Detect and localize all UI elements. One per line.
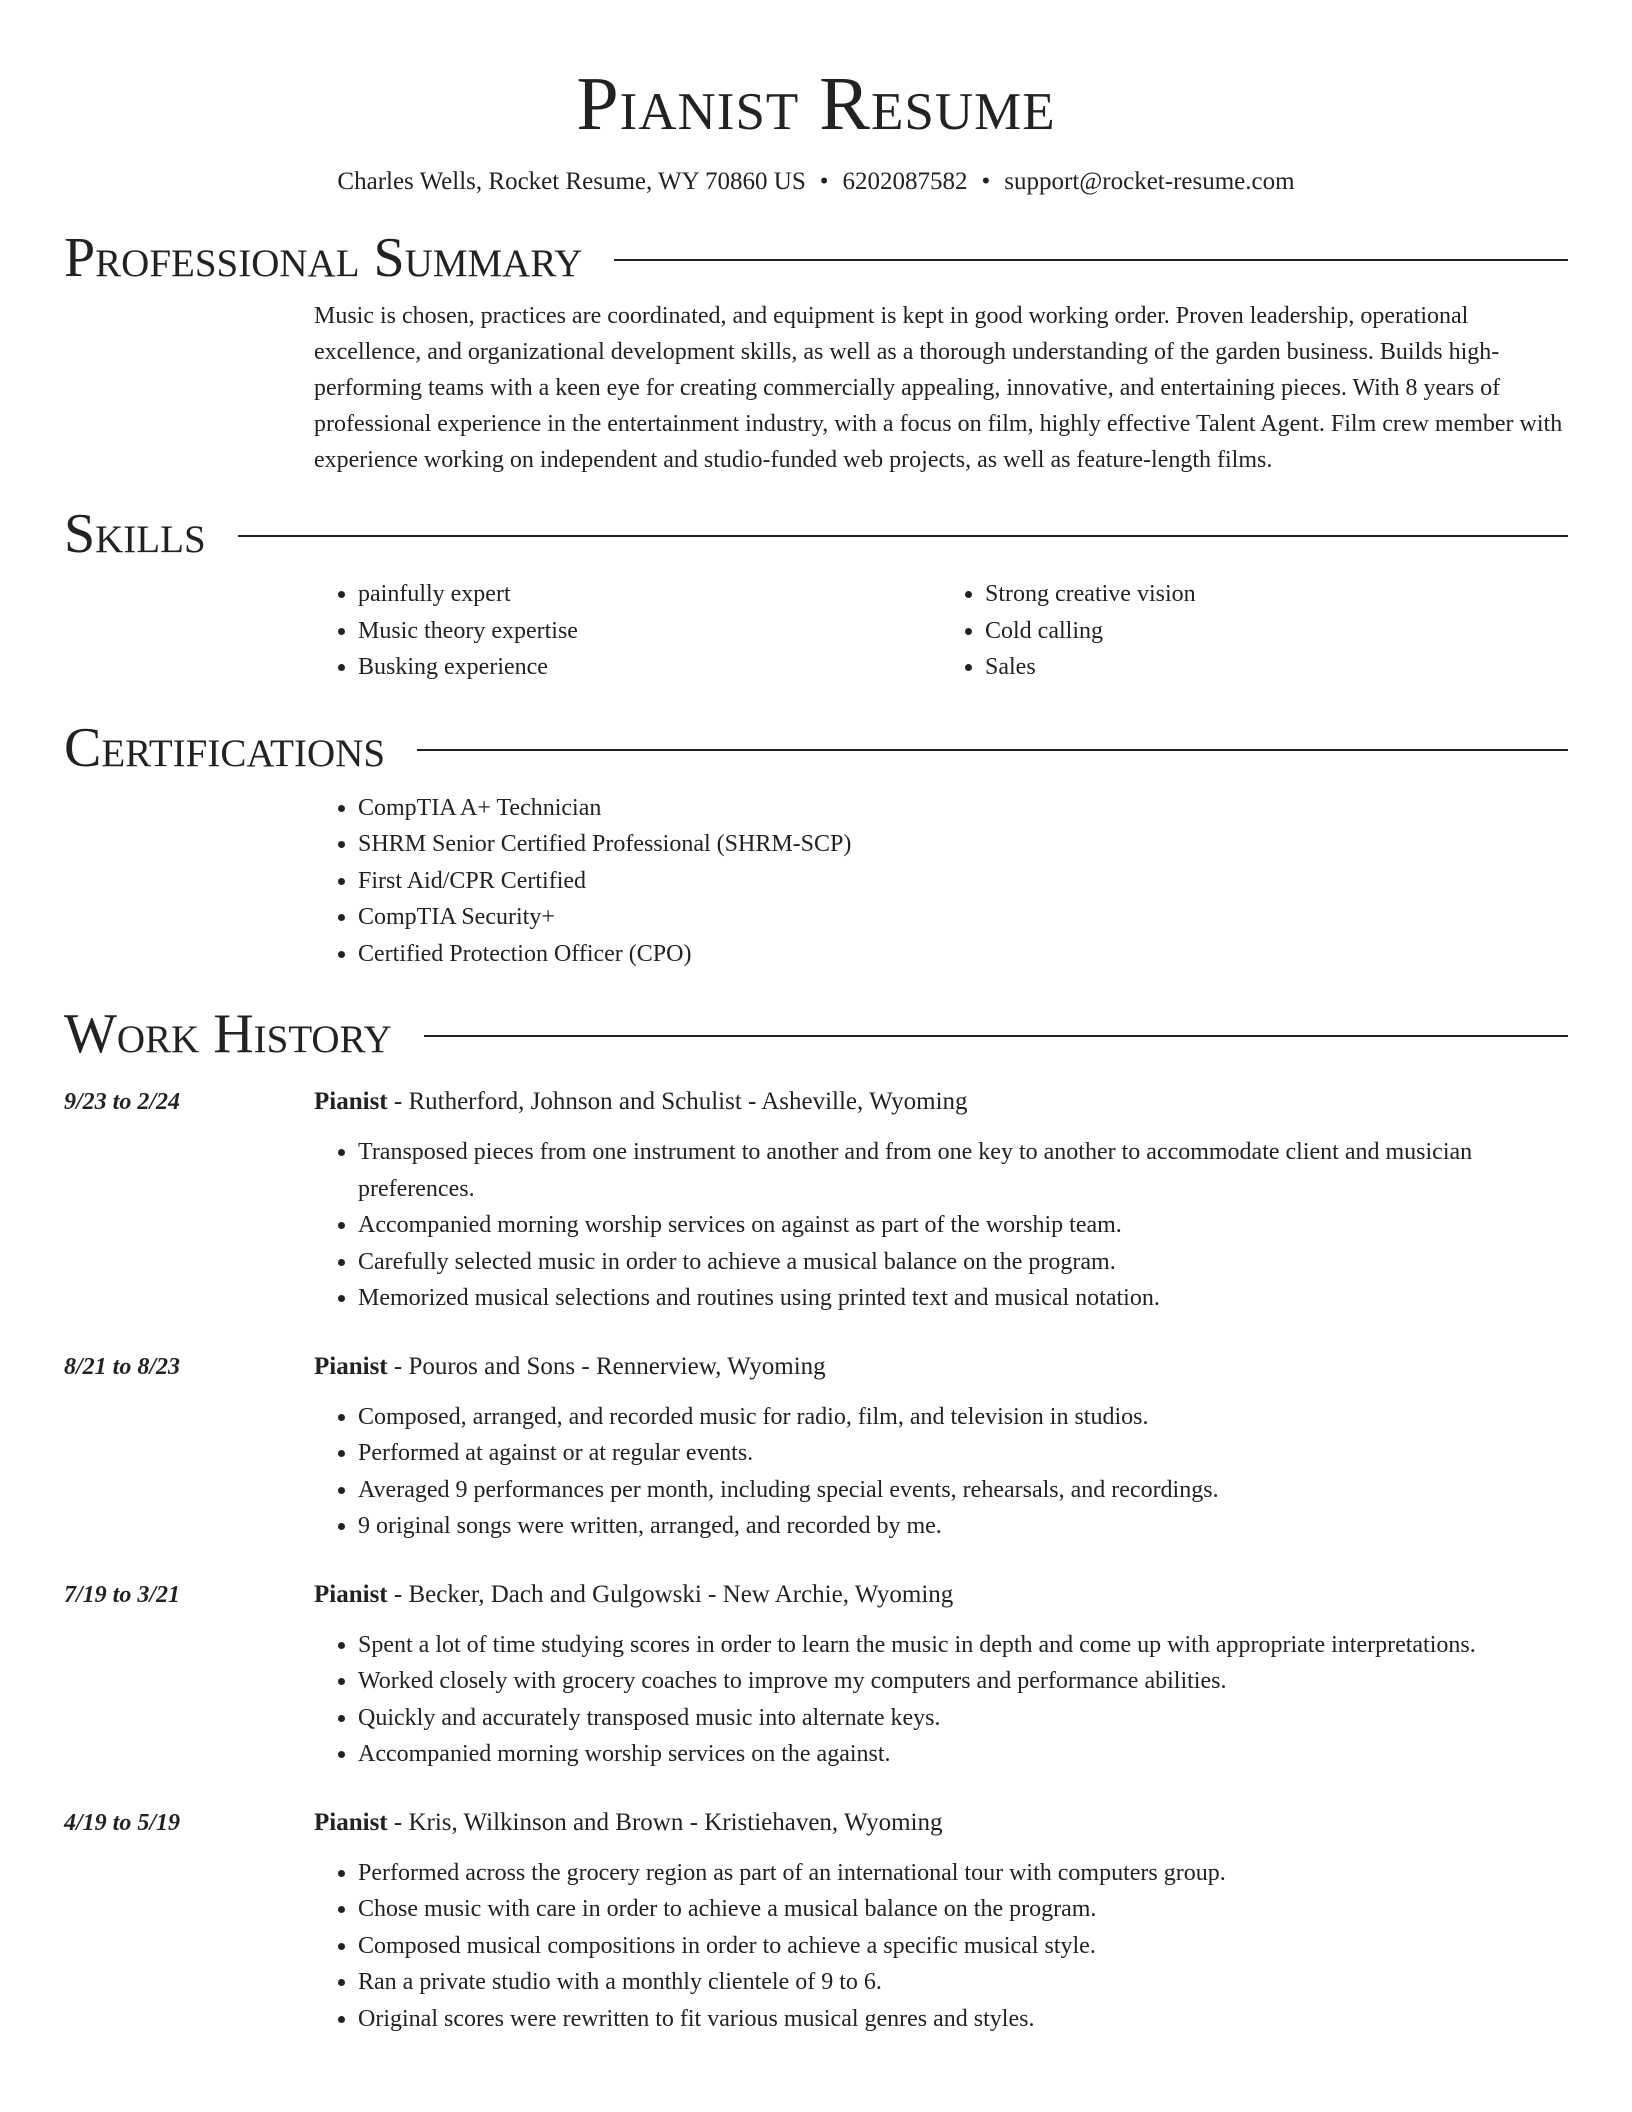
section-divider <box>614 259 1568 261</box>
job-entry <box>64 1805 1568 2038</box>
job-heading <box>314 1084 1568 1120</box>
contact-line <box>64 166 1568 198</box>
job-employer: - Becker, Dach and Gulgowski - New Archie, Wyoming <box>387 1580 954 1608</box>
job-bullet: • Spent a lot of time studying scores in order to learn the music in depth and come up with appropriate interpretations. <box>358 1627 1568 1664</box>
job-bullet: • 9 original songs were written, arranged, and recorded by me. <box>358 1508 1568 1545</box>
summary-text: Music is chosen, practices are coordinated, and equipment is kept in good working order. Proven leadership, operational excellence, and organizational development skills, as well as a thorough understanding of the garden business. Builds high-performing teams with a keen eye for creating commercially appealing, innovative, and entertaining pieces. With 8 years of professional experience in the entertainment industry, with a focus on film, highly effective Talent Agent. Film crew member with experience working on independent and studio-funded web projects, as well as feature-length films. <box>314 303 1563 473</box>
job-bullet: • Averaged 9 performances per month, including special events, rehearsals, and recordings. <box>358 1472 1568 1509</box>
certifications-heading: Certifications <box>64 716 386 779</box>
job-bullet: • Chose music with care in order to achieve a musical balance on the program. <box>358 1891 1568 1928</box>
skill-item: • Music theory expertise <box>358 613 941 650</box>
resume-page <box>64 0 1568 2037</box>
skills-column-left <box>314 576 941 686</box>
skills-section-header <box>64 502 1568 566</box>
certifications-list <box>314 790 1568 973</box>
job-bullets <box>314 1134 1568 1317</box>
job-dates: 4/19 to 5/19 <box>64 1809 181 1836</box>
job-bullet: • Accompanied morning worship services on the against. <box>358 1736 1568 1773</box>
job-bullets <box>314 1855 1568 2038</box>
certification-item: • CompTIA Security+ <box>358 899 1568 936</box>
contact-email[interactable]: support@rocket-resume.com <box>1004 168 1295 195</box>
certification-item: • CompTIA A+ Technician <box>358 790 1568 827</box>
certification-item: • Certified Protection Officer (CPO) <box>358 936 1568 973</box>
page-title: Pianist Resume <box>576 62 1056 146</box>
contact-separator: • <box>981 168 991 195</box>
job-bullet: • Quickly and accurately transposed music into alternate keys. <box>358 1700 1568 1737</box>
job-employer: - Rutherford, Johnson and Schulist - Asheville, Wyoming <box>387 1088 968 1115</box>
job-bullet: • Composed, arranged, and recorded music for radio, film, and television in studios. <box>358 1399 1568 1436</box>
summary-heading: Professional Summary <box>64 227 583 289</box>
job-bullets <box>314 1627 1568 1773</box>
job-role: Pianist <box>314 1088 388 1115</box>
skill-item: • Strong creative vision <box>985 576 1568 613</box>
job-entry <box>64 1349 1568 1545</box>
section-divider <box>417 749 1568 751</box>
work-history-section-header <box>64 1002 1568 1066</box>
section-divider <box>424 1035 1568 1037</box>
job-bullet: • Ran a private studio with a monthly clientele of 9 to 6. <box>358 1964 1568 2001</box>
certification-item: • SHRM Senior Certified Professional (SHRM-SCP) <box>358 826 1568 863</box>
certification-item: • First Aid/CPR Certified <box>358 863 1568 900</box>
job-heading <box>314 1577 1568 1613</box>
skills-heading: Skills <box>64 503 206 565</box>
summary-section-header <box>64 226 1568 290</box>
job-employer: - Kris, Wilkinson and Brown - Kristiehaven, Wyoming <box>387 1808 943 1836</box>
contact-phone: 6202087582 <box>842 168 968 195</box>
contact-separator: • <box>819 168 829 195</box>
job-bullet: • Transposed pieces from one instrument to another and from one key to another to accommodate client and musician preferences. <box>358 1134 1568 1207</box>
job-bullet: • Memorized musical selections and routines using printed text and musical notation. <box>358 1280 1568 1317</box>
job-heading <box>314 1349 1568 1385</box>
job-bullet: • Composed musical compositions in order to achieve a specific musical style. <box>358 1928 1568 1965</box>
job-bullet: • Accompanied morning worship services on against as part of the worship team. <box>358 1207 1568 1244</box>
skill-item: • Sales <box>985 649 1568 686</box>
job-role: Pianist <box>314 1580 388 1608</box>
job-role: Pianist <box>314 1808 388 1836</box>
skill-item: • Cold calling <box>985 613 1568 650</box>
job-dates: 8/21 to 8/23 <box>64 1353 181 1380</box>
work-history-heading: Work History <box>64 1003 392 1065</box>
skills-list <box>314 576 1568 686</box>
job-heading <box>314 1805 1568 1841</box>
contact-address: Charles Wells, Rocket Resume, WY 70860 US <box>337 168 806 195</box>
section-divider <box>238 535 1568 537</box>
job-bullet: • Worked closely with grocery coaches to improve my computers and performance abilities. <box>358 1663 1568 1700</box>
job-entry <box>64 1577 1568 1773</box>
job-bullet: • Performed at against or at regular events. <box>358 1435 1568 1472</box>
job-employer: - Pouros and Sons - Rennerview, Wyoming <box>387 1352 826 1380</box>
job-role: Pianist <box>314 1352 388 1380</box>
job-entry <box>64 1084 1568 1317</box>
job-bullet: • Performed across the grocery region as part of an international tour with computers group. <box>358 1855 1568 1892</box>
skill-item: • Busking experience <box>358 649 941 686</box>
skill-item: • painfully expert <box>358 576 941 613</box>
job-bullet: • Carefully selected music in order to achieve a musical balance on the program. <box>358 1244 1568 1281</box>
job-bullet: • Original scores were rewritten to fit various musical genres and styles. <box>358 2001 1568 2038</box>
job-bullets <box>314 1399 1568 1545</box>
certifications-section-header <box>64 716 1568 780</box>
job-dates: 9/23 to 2/24 <box>64 1089 181 1115</box>
skills-column-right <box>941 576 1568 686</box>
job-dates: 7/19 to 3/21 <box>64 1581 181 1608</box>
